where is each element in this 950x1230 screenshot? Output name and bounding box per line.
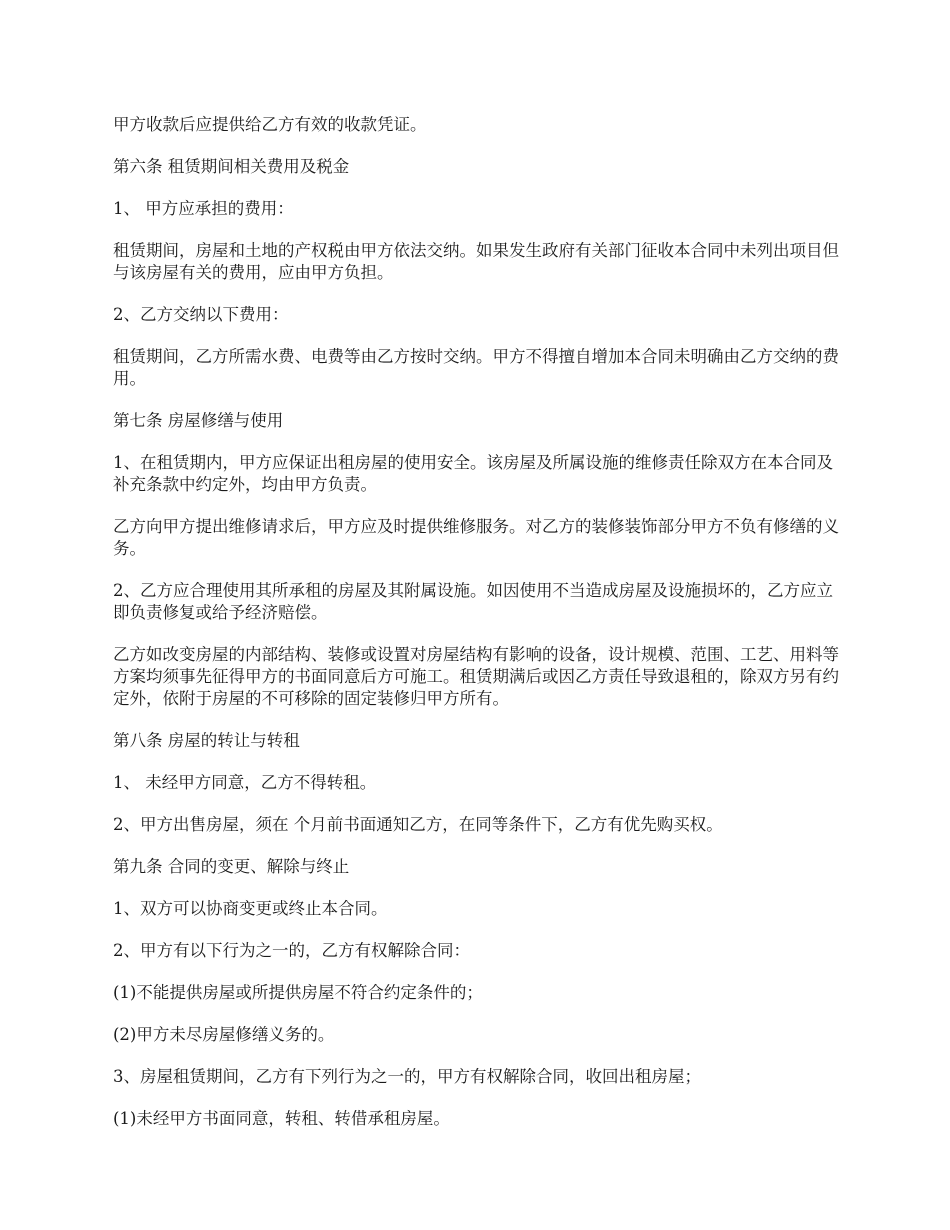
paragraph-9-1: 1、双方可以协商变更或终止本合同。 xyxy=(113,899,388,918)
article-8-heading: 第八条 房屋的转让与转租 xyxy=(113,731,300,750)
paragraph-7-2: 2、乙方应合理使用其所承租的房屋及其附属设施。如因使用不当造成房屋及设施损坏的，乙方应立即负责修复或给予经济赔偿。 xyxy=(113,581,833,622)
document-body xyxy=(113,114,843,1150)
article-9-heading: 第九条 合同的变更、解除与终止 xyxy=(113,857,350,876)
paragraph-9-3: 3、房屋租赁期间，乙方有下列行为之一的，甲方有权解除合同，收回出租房屋； xyxy=(113,1067,701,1086)
paragraph-8-2: 2、甲方出售房屋，须在 个月前书面通知乙方，在同等条件下，乙方有优先购买权。 xyxy=(113,815,723,834)
paragraph-8-1: 1、 未经甲方同意，乙方不得转租。 xyxy=(113,773,377,792)
paragraph-6-2: 2、乙方交纳以下费用： xyxy=(113,305,289,324)
article-7-heading: 第七条 房屋修缮与使用 xyxy=(113,411,284,430)
paragraph-7-1: 1、在租赁期内，甲方应保证出租房屋的使用安全。该房屋及所属设施的维修责任除双方在本合同及补充条款中约定外，均由甲方负责。 xyxy=(113,453,833,494)
paragraph-9-2-item-1: (1)不能提供房屋或所提供房屋不符合约定条件的； xyxy=(113,983,483,1002)
paragraph-6-1-detail: 租赁期间，房屋和土地的产权税由甲方依法交纳。如果发生政府有关部门征收本合同中未列出项目但与该房屋有关的费用，应由甲方负担。 xyxy=(113,241,839,282)
paragraph-9-3-item-1: (1)未经甲方书面同意，转租、转借承租房屋。 xyxy=(113,1109,450,1128)
paragraph-6-2-detail: 租赁期间，乙方所需水费、电费等由乙方按时交纳。甲方不得擅自增加本合同未明确由乙方交纳的费用。 xyxy=(113,347,839,388)
paragraph-7-1-detail: 乙方向甲方提出维修请求后，甲方应及时提供维修服务。对乙方的装修装饰部分甲方不负有修缮的义务。 xyxy=(113,517,839,558)
paragraph-9-2: 2、甲方有以下行为之一的，乙方有权解除合同： xyxy=(113,941,470,960)
paragraph-6-1: 1、 甲方应承担的费用： xyxy=(113,199,294,218)
article-6-heading: 第六条 租赁期间相关费用及税金 xyxy=(113,157,350,176)
paragraph-receipt: 甲方收款后应提供给乙方有效的收款凭证。 xyxy=(113,115,427,134)
paragraph-9-2-item-2: (2)甲方未尽房屋修缮义务的。 xyxy=(113,1025,335,1044)
paragraph-7-2-detail: 乙方如改变房屋的内部结构、装修或设置对房屋结构有影响的设备，设计规模、范围、工艺、用料等方案均须事先征得甲方的书面同意后方可施工。租赁期满后或因乙方责任导致退租的，除双方另有约定外，依附于房屋的不可移除的固定装修归甲方所有。 xyxy=(113,645,839,708)
